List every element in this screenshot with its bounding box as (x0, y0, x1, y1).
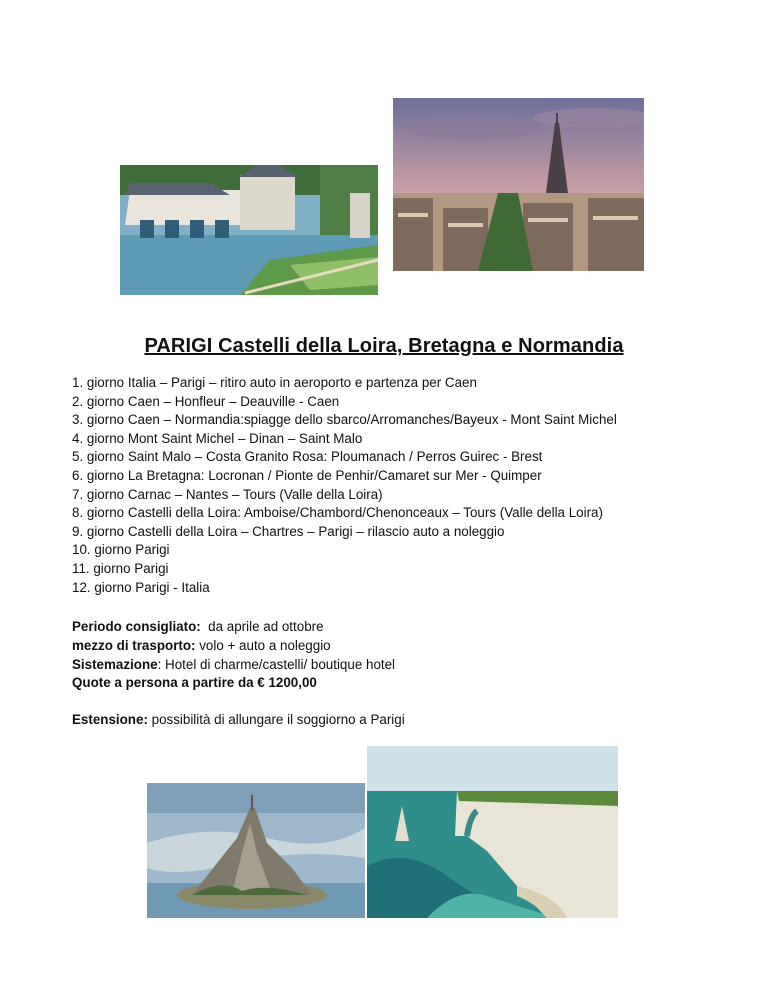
itinerary-day-8: 8. giorno Castelli della Loira: Amboise/Chambord/Chenonceaux – Tours (Valle della Loira) (72, 505, 603, 521)
mont-saint-michel-photo (147, 783, 365, 918)
extension-line (72, 711, 405, 730)
itinerary-day-12: 12. giorno Parigi - Italia (72, 579, 210, 595)
paris-eiffel-tower-photo (393, 98, 644, 271)
itinerary-day-3: 3. giorno Caen – Normandia:spiagge dello sbarco/Arromanches/Bayeux - Mont Saint Michel (72, 412, 617, 428)
itinerary-day-1: 1. giorno Italia – Parigi – ritiro auto in aeroporto e partenza per Caen (72, 375, 477, 390)
itinerary-list (72, 374, 712, 597)
transport-line (72, 637, 712, 656)
itinerary-day-5: 5. giorno Saint Malo – Costa Granito Rosa: Ploumanach / Perros Guirec - Brest (72, 449, 543, 465)
chateau-chenonceau-photo (120, 165, 378, 295)
period-value: da aprile ad ottobre (200, 619, 324, 634)
itinerary-day-2: 2. giorno Caen – Honfleur – Deauville - Caen (72, 393, 340, 409)
price-line (72, 674, 712, 693)
period-line (72, 618, 712, 637)
transport-value: volo + auto a noleggio (195, 637, 331, 653)
lodging-line (72, 656, 712, 675)
itinerary-day-10: 10. giorno Parigi (72, 542, 170, 558)
transport-label: mezzo di trasporto: (72, 637, 196, 653)
itinerary-day-6: 6. giorno La Bretagna: Locronan / Pionte de Penhir/Camaret sur Mer - Quimper (72, 467, 542, 483)
period-label: Periodo consigliato: (72, 619, 201, 634)
etretat-cliffs-photo (367, 746, 618, 918)
extension-value: possibilità di allungare il soggiorno a Parigi (147, 712, 405, 727)
lodging-value: : Hotel di charme/castelli/ boutique hotel (157, 656, 396, 672)
price-text: Quote a persona a partire da € 1200,00 (72, 675, 317, 691)
trip-info (72, 618, 712, 693)
extension-label: Estensione: (72, 712, 148, 727)
itinerary-day-4: 4. giorno Mont Saint Michel – Dinan – Saint Malo (72, 430, 363, 446)
lodging-label: Sistemazione (72, 656, 158, 672)
itinerary-day-11: 11. giorno Parigi (72, 560, 169, 576)
page-title: PARIGI Castelli della Loira, Bretagna e Normandia (144, 335, 624, 358)
itinerary-day-9: 9. giorno Castelli della Loira – Chartres – Parigi – rilascio auto a noleggio (72, 523, 505, 539)
itinerary-day-7: 7. giorno Carnac – Nantes – Tours (Valle della Loira) (72, 486, 383, 502)
